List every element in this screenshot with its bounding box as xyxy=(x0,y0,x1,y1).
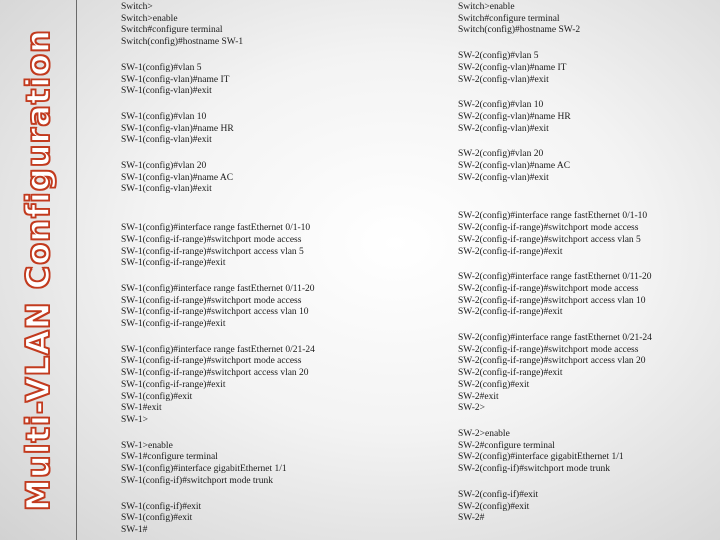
sw1-config-column xyxy=(121,2,451,537)
sw1-command-line: SW-1(config-vlan)#exit xyxy=(121,86,212,97)
sw1-command-line: SW-1(config)#interface range fastEthernet 0/21-24 xyxy=(121,344,315,355)
sw1-command-line: SW-1(config)#vlan 20 xyxy=(121,161,207,172)
sw1-command-block xyxy=(121,112,451,147)
sw1-command-line: Switch> xyxy=(121,2,153,12)
sw1-command-line: SW-1# xyxy=(121,524,148,535)
sw2-command-block xyxy=(458,2,716,37)
sw2-command-line: SW-2(config-if-range)#switchport mode access xyxy=(458,283,639,294)
sw1-command-line: SW-1(config)#vlan 5 xyxy=(121,62,202,73)
sw1-command-line: SW-1(config-vlan)#name HR xyxy=(121,123,234,134)
sw2-command-line: SW-2(config)#interface range fastEthernet 0/11-20 xyxy=(458,272,652,283)
sw2-config-column xyxy=(458,2,716,525)
sw2-command-line: SW-2(config-if-range)#switchport mode access xyxy=(458,344,639,355)
sw1-command-line: SW-1(config-if-range)#exit xyxy=(121,379,226,390)
sw1-command-block xyxy=(121,2,451,49)
sw2-command-line: SW-2# xyxy=(458,513,485,524)
sw1-command-line: SW-1#configure terminal xyxy=(121,452,218,463)
sidebar-divider xyxy=(76,0,77,540)
sw1-command-line: SW-1(config-vlan)#name AC xyxy=(121,172,234,183)
sw1-command-line: SW-1(config-if-range)#exit xyxy=(121,319,226,330)
sw1-command-block xyxy=(121,284,451,331)
sw1-command-block xyxy=(121,345,451,427)
sw2-command-line: SW-2#exit xyxy=(458,391,499,402)
sw2-command-line: SW-2(config-if-range)#switchport mode access xyxy=(458,223,639,234)
sw2-command-line: SW-2(config-if-range)#exit xyxy=(458,246,563,257)
sw2-command-line: SW-2> xyxy=(458,403,485,414)
sw2-command-line: SW-2(config)#exit xyxy=(458,501,530,512)
sw2-command-block xyxy=(458,51,716,86)
sw1-command-line: SW-1(config)#exit xyxy=(121,513,193,524)
sw1-command-line: SW-1(config)#interface range fastEthernet 0/11-20 xyxy=(121,283,315,294)
sw2-command-line: SW-2(config)#vlan 20 xyxy=(458,149,544,160)
sw1-command-line: SW-1(config-vlan)#name IT xyxy=(121,74,230,85)
sw2-command-block xyxy=(458,100,716,135)
sw1-command-line: SW-1(config-vlan)#exit xyxy=(121,184,212,195)
sw2-command-line: SW-2(config)#exit xyxy=(458,379,530,390)
sw1-command-block xyxy=(121,502,451,537)
sw2-command-line: SW-2(config-if)#exit xyxy=(458,489,539,500)
sw2-command-line: SW-2(config)#vlan 5 xyxy=(458,51,539,62)
sw2-command-block xyxy=(458,429,716,476)
sw2-command-block xyxy=(458,490,716,525)
sw2-command-line: SW-2(config-vlan)#exit xyxy=(458,74,549,85)
sw2-command-line: SW-2(config-if-range)#exit xyxy=(458,368,563,379)
sw2-command-line: SW-2(config)#interface range fastEthernet 0/21-24 xyxy=(458,333,652,344)
sw2-command-line: Switch(config)#hostname SW-2 xyxy=(458,25,581,36)
sw1-command-line: SW-1(config)#exit xyxy=(121,391,193,402)
sw1-command-line: SW-1(config)#interface range fastEthernet 0/1-10 xyxy=(121,223,311,234)
sw2-command-line: SW-2(config-vlan)#name IT xyxy=(458,62,567,73)
sw1-command-line: SW-1(config)#interface gigabitEthernet 1/1 xyxy=(121,464,287,475)
sw2-command-line: SW-2>enable xyxy=(458,428,510,439)
sw2-command-line: SW-2(config-vlan)#exit xyxy=(458,172,549,183)
sw2-command-line: SW-2#configure terminal xyxy=(458,440,555,451)
sw1-command-line: SW-1(config-if)#exit xyxy=(121,501,202,512)
sw1-command-line: SW-1(config-vlan)#exit xyxy=(121,135,212,146)
sw1-command-line: SW-1(config-if)#switchport mode trunk xyxy=(121,475,273,486)
sw1-command-line: SW-1(config-if-range)#exit xyxy=(121,258,226,269)
sw1-command-line: SW-1(config-if-range)#switchport access vlan 5 xyxy=(121,246,304,257)
sw1-command-block xyxy=(121,223,451,270)
sw1-command-block xyxy=(121,441,451,488)
sw2-command-line: SW-2(config-if)#switchport mode trunk xyxy=(458,464,610,475)
sw2-command-block xyxy=(458,149,716,184)
sw2-command-line: SW-2(config-vlan)#exit xyxy=(458,123,549,134)
sw1-command-line: SW-1>enable xyxy=(121,440,173,451)
sw2-command-line: Switch#configure terminal xyxy=(458,13,560,24)
sw2-command-block xyxy=(458,272,716,319)
sw2-command-line: SW-2(config-if-range)#switchport access vlan 5 xyxy=(458,234,641,245)
sw2-command-line: SW-2(config-if-range)#exit xyxy=(458,307,563,318)
sw2-command-block xyxy=(458,333,716,415)
sw1-command-line: SW-1(config-if-range)#switchport mode access xyxy=(121,295,302,306)
sw1-command-line: SW-1(config-if-range)#switchport access vlan 20 xyxy=(121,368,309,379)
sw1-command-line: SW-1(config)#vlan 10 xyxy=(121,111,207,122)
sw1-command-line: SW-1(config-if-range)#switchport mode access xyxy=(121,234,302,245)
sw2-command-line: SW-2(config-if-range)#switchport access vlan 10 xyxy=(458,295,646,306)
sw2-command-block xyxy=(458,211,716,258)
sw1-command-line: SW-1(config-if-range)#switchport mode access xyxy=(121,356,302,367)
sw2-command-line: SW-2(config)#interface range fastEthernet 0/1-10 xyxy=(458,211,648,222)
sw1-command-line: SW-1(config-if-range)#switchport access vlan 10 xyxy=(121,307,309,318)
sw1-command-block xyxy=(121,161,451,196)
sw2-command-line: Switch>enable xyxy=(458,2,515,12)
sw1-command-line: Switch>enable xyxy=(121,13,178,24)
sw2-command-line: SW-2(config-vlan)#name AC xyxy=(458,161,571,172)
title-sidebar xyxy=(0,0,76,540)
sw1-command-line: SW-1> xyxy=(121,414,148,425)
sw2-command-line: SW-2(config)#interface gigabitEthernet 1/1 xyxy=(458,452,624,463)
sw2-command-line: SW-2(config-vlan)#name HR xyxy=(458,111,571,122)
sw2-command-line: SW-2(config-if-range)#switchport access vlan 20 xyxy=(458,356,646,367)
sw2-command-line: SW-2(config)#vlan 10 xyxy=(458,100,544,111)
slide-title: Multi-VLAN Configuration xyxy=(19,29,57,511)
sw1-command-line: Switch#configure terminal xyxy=(121,25,223,36)
sw1-command-block xyxy=(121,63,451,98)
sw1-command-line: SW-1#exit xyxy=(121,403,162,414)
sw1-command-line: Switch(config)#hostname SW-1 xyxy=(121,37,244,48)
